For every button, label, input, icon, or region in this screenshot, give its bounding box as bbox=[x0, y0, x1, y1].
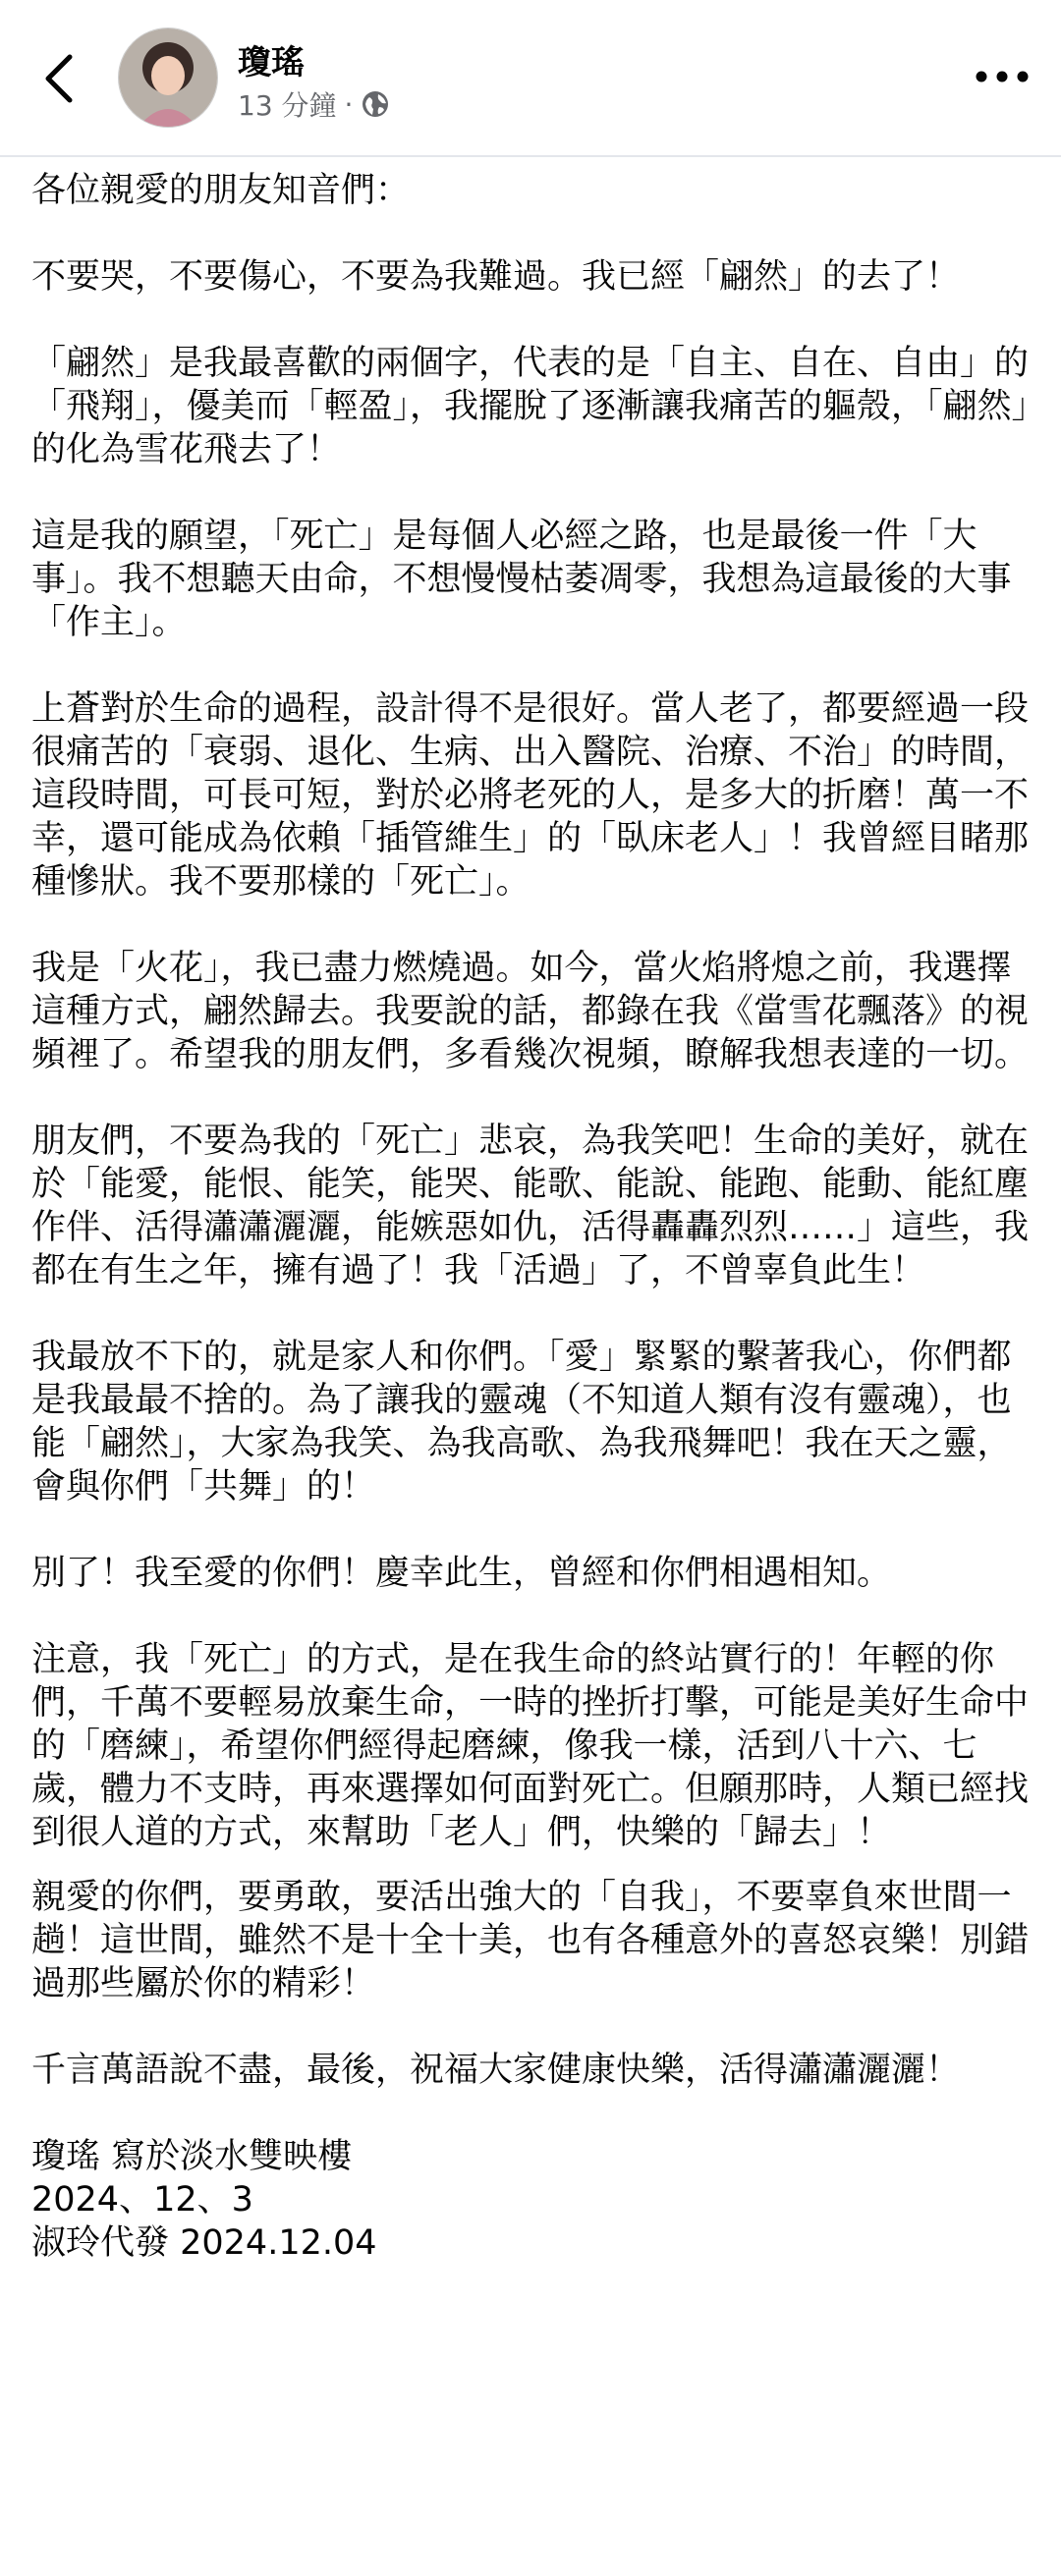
post-paragraph: 不要哭，不要傷心，不要為我難過。我已經「翩然」的去了！ bbox=[31, 257, 961, 297]
post-paragraph: 千言萬語說不盡，最後，祝福大家健康快樂，活得瀟瀟灑灑！ bbox=[31, 2051, 961, 2090]
post-time[interactable]: 13 分鐘 bbox=[238, 89, 337, 122]
post-body bbox=[31, 169, 1033, 2265]
post-header bbox=[0, 0, 1061, 157]
post-signature: 瓊瑤 寫於淡水雙映樓 bbox=[31, 2137, 353, 2176]
post-paragraph: 別了！我至愛的你們！慶幸此生，曾經和你們相遇相知。 bbox=[31, 1554, 892, 1593]
post-paragraph: 注意，我「死亡」的方式，是在我生命的終站實行的！年輕的你們，千萬不要輕易放棄生命，一時的挫折打擊，可能是美好生命中的「磨練」，希望你們經得起磨練，像我一樣，活到八十六、七歲，體力不支時，再來選擇如何面對死亡。但願那時，人類已經找到很人道的方式，來幫助「老人」們，快樂的「歸去」！ bbox=[31, 1640, 1030, 1852]
post-paragraph: 這是我的願望，「死亡」是每個人必經之路，也是最後一件「大事」。我不想聽天由命，不想慢慢枯萎凋零，我想為這最後的大事「作主」。 bbox=[31, 517, 1012, 642]
chevron-left-icon bbox=[42, 51, 76, 106]
meta-separator: · bbox=[344, 87, 354, 121]
post-paragraph: 親愛的你們，要勇敢，要活出強大的「自我」，不要辜負來世間一趟！這世間，雖然不是十全十美，也有各種意外的喜怒哀樂！別錯過那些屬於你的精彩！ bbox=[31, 1878, 1030, 2003]
post-paragraph: 朋友們，不要為我的「死亡」悲哀，為我笑吧！生命的美好，就在於「能愛，能恨、能笑，能哭、能歌、能說、能跑、能動、能紅塵作伴、活得瀟瀟灑灑，能嫉惡如仇，活得轟轟烈烈……」這些，我都在有生之年，擁有過了！我「活過」了，不曾辜負此生！ bbox=[31, 1122, 1030, 1290]
post-paragraph: 「翩然」是我最喜歡的兩個字，代表的是「自主、自在、自由」的「飛翔」，優美而「輕盈」，我擺脫了逐漸讓我痛苦的軀殼，「翩然」的化為雪花飛去了！ bbox=[31, 344, 1030, 469]
avatar-image bbox=[119, 28, 217, 127]
post-paragraph: 上蒼對於生命的過程，設計得不是很好。當人老了，都要經過一段很痛苦的「衰弱、退化、生病、出入醫院、治療、不治」的時間，這段時間，可長可短，對於必將老死的人，是多大的折磨！萬一不幸，還可能成為依賴「插管維生」的「臥床老人」！我曾經目睹那種慘狀。我不要那樣的「死亡」。 bbox=[31, 689, 1030, 902]
avatar[interactable] bbox=[118, 27, 218, 128]
back-button[interactable] bbox=[29, 39, 88, 118]
globe-icon bbox=[361, 89, 390, 119]
more-options-button[interactable] bbox=[973, 57, 1032, 96]
post-date: 2024、12、3 bbox=[31, 2180, 253, 2220]
more-horizontal-icon bbox=[975, 70, 1030, 83]
post-posted-by: 淑玲代發 2024.12.04 bbox=[31, 2223, 377, 2263]
post-paragraph: 我是「火花」，我已盡力燃燒過。如今，當火焰將熄之前，我選擇這種方式，翩然歸去。我要說的話，都錄在我《當雪花飄落》的視頻裡了。希望我的朋友們，多看幾次視頻，瞭解我想表達的一切。 bbox=[31, 949, 1030, 1074]
post-paragraph: 我最放不下的，就是家人和你們。「愛」緊緊的繫著我心，你們都是我最最不捨的。為了讓我的靈魂（不知道人類有沒有靈魂），也能「翩然」，大家為我笑、為我高歌、為我飛舞吧！我在天之靈，會與你們「共舞」的！ bbox=[31, 1338, 1012, 1507]
post-meta bbox=[238, 84, 390, 124]
author-name[interactable]: 瓊瑤 bbox=[238, 43, 305, 82]
post-greeting: 各位親愛的朋友知音們： bbox=[31, 171, 411, 210]
